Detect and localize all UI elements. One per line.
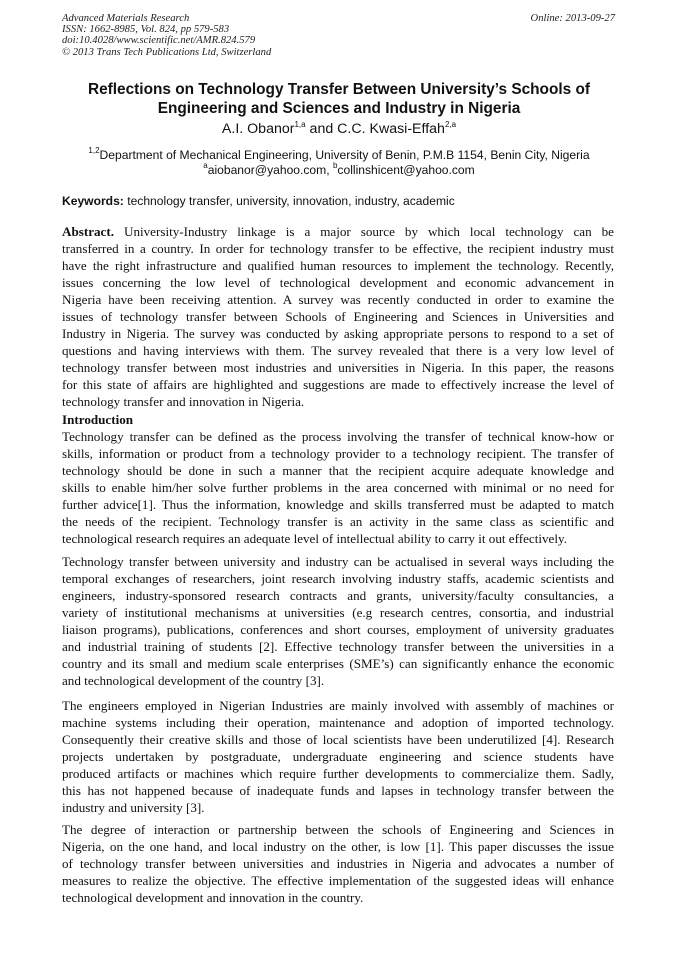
paragraph-line: Technology transfer can be defined as the process involving the transfer of technical know-how or	[62, 429, 614, 445]
author-list	[62, 120, 616, 138]
abstract-line: questions and having interviews with them. The survey revealed that there is a very low level of	[62, 343, 614, 359]
email-link[interactable]: aiobanor@yahoo.com,	[207, 163, 330, 177]
paragraph-line: Nigeria, on the one hand, and local industry on the other, is low [1]. This paper discusses the issue	[62, 839, 614, 855]
introduction-section	[62, 411, 614, 547]
paragraph-line: machine systems including their operation, maintenance and adoption of imported technology.	[62, 715, 614, 731]
paragraph-line: and industrial training of students [2]. Effective technology transfer between the universities in a	[62, 639, 614, 655]
keywords-text: technology transfer, university, innovation, industry, academic	[127, 194, 455, 208]
title-line-1: Reflections on Technology Transfer Between University’s Schools of	[87, 81, 590, 98]
paragraph-line: The degree of interaction or partnership between the schools of Engineering and Sciences in	[62, 822, 614, 837]
affiliation-superscript: 1,2	[88, 146, 100, 155]
abstract-line: Abstract. University-Industry linkage is a major source by which local technology can be	[62, 224, 614, 239]
paragraph-line: technology should be done in such a manner that the recipient acquire adequate knowledge and	[62, 463, 614, 479]
email-link[interactable]: collinshicent@yahoo.com	[337, 163, 475, 177]
paragraph	[62, 821, 614, 906]
journal-header	[62, 13, 271, 58]
paragraph-line: the needs of the recipient. Technology transfer is an activity in the same class as scientific and	[62, 514, 614, 530]
paragraph-line: The engineers employed in Nigerian Industries are mainly involved with assembly of machines or	[62, 698, 614, 713]
abstract-line: issues of technology transfer between Schools of Engineering and Sciences in Universities and	[62, 309, 614, 325]
abstract-line: issues concerning the low level of technological development and economic advancement in	[62, 275, 614, 291]
abstract-line: technology transfer between most industries and universities in Nigeria. In this paper, the reasons	[62, 360, 614, 376]
paragraph-line: measures to realize the objective. The effective implementation of the suggested ideas will enhance	[62, 873, 614, 889]
abstract-line: Nigeria have been receiving attention. A survey was recently conducted in order to examine the	[62, 292, 614, 308]
abstract-line: technology transfer and innovation in Nigeria.	[62, 394, 305, 410]
paragraph-line: liaison programs), publications, conferences and short courses, employment of university graduates	[62, 622, 614, 638]
keywords-line	[62, 194, 455, 209]
paper-title	[62, 80, 616, 118]
author-superscript: 2,a	[444, 120, 457, 129]
abstract-line: for this state of affairs are highlighted and suggestions are made to effectively increase the level of	[62, 377, 614, 393]
online-date: Online: 2013-09-27	[530, 13, 615, 24]
paragraph-line: Technology transfer between university and industry can be actualised in several ways including the	[62, 554, 614, 569]
email-superscript: a	[203, 161, 208, 170]
authors-joiner: and	[305, 121, 338, 137]
issn-line: ISSN: 1662-8985, Vol. 824, pp 579-583	[62, 24, 230, 36]
paragraph-line: skills to enable him/her solve further problems in the area concerned with minimal or no need for	[62, 480, 614, 496]
paragraph-line: temporal exchanges of researchers, joint research involving industry staffs, academic scientists and	[62, 571, 614, 587]
paragraph-line: projects undertaken by postgraduate, undergraduate engineering and science students have	[62, 749, 614, 765]
title-line-2: Engineering and Sciences and Industry in Nigeria	[157, 100, 521, 117]
affiliation-line	[62, 148, 616, 163]
affiliation-text: Department of Mechanical Engineering, University of Benin, P.M.B 1154, Benin City, Nigeria	[99, 148, 590, 162]
email-superscript: b	[332, 161, 338, 170]
affiliation-block	[62, 148, 616, 178]
doi-line: doi:10.4028/www.scientific.net/AMR.824.579	[62, 35, 256, 47]
abstract-line: transferred in a country. In order for technology transfer to be effective, the recipient industry must	[62, 241, 614, 257]
paragraph-line: produced artifacts or machines which require further developments to commercialize them. Sadly,	[62, 766, 614, 782]
paragraph-line: this has not happened because of inadequate funds and lapses in technology transfer between the	[62, 783, 614, 799]
abstract-section	[62, 223, 614, 411]
author-superscript: 1,a	[294, 120, 306, 129]
author-name: C.C. Kwasi-Effah	[337, 121, 445, 137]
paragraph-line: technological research requires an adequate level of intellectual ability to carry it out effectively.	[62, 531, 567, 547]
paragraph-line: technological development and innovation in the country.	[62, 890, 364, 906]
paragraph-line: Consequently their creative skills and those of local scientists have been underutilized [4]. Research	[62, 732, 614, 748]
email-line	[62, 163, 616, 178]
abstract-label: Abstract.	[62, 224, 114, 239]
journal-name: Advanced Materials Research	[62, 13, 190, 24]
abstract-line: Industry in Nigeria. The survey was conducted by asking appropriate persons to respond to a set of	[62, 326, 614, 342]
section-heading: Introduction	[62, 412, 134, 427]
paragraph-line: country and its small and medium scale enterprises (SME’s) can significantly enhance the economic	[62, 656, 614, 672]
keywords-label: Keywords:	[62, 194, 124, 208]
paragraph-line: industry and university [3].	[62, 800, 205, 816]
paragraph-line: and technological development of the country [3].	[62, 673, 325, 689]
paragraph-line: engineers, industry-sponsored research contracts and grants, university/faculty consultancies, a	[62, 588, 614, 604]
paragraph-line: skills, information or product from a technology provider to a technology recipient. The transfer of	[62, 446, 614, 462]
paragraph-line: further advice[1]. Thus the information, knowledge and skills transferred must be adapted to match	[62, 497, 614, 513]
paragraph	[62, 553, 614, 689]
paragraph-line: of technology transfer between universities and industries in Nigeria and advocates a number of	[62, 856, 614, 872]
paragraph-line: variety of institutional mechanisms at universities (e.g research centres, consortia, and industrial	[62, 605, 614, 621]
copyright-line: © 2013 Trans Tech Publications Ltd, Switzerland	[62, 46, 272, 58]
author-name: A.I. Obanor	[221, 121, 295, 137]
paragraph	[62, 697, 614, 816]
abstract-line: have the right infrastructure and qualified human resources to implement the technology. Recently,	[62, 258, 614, 274]
